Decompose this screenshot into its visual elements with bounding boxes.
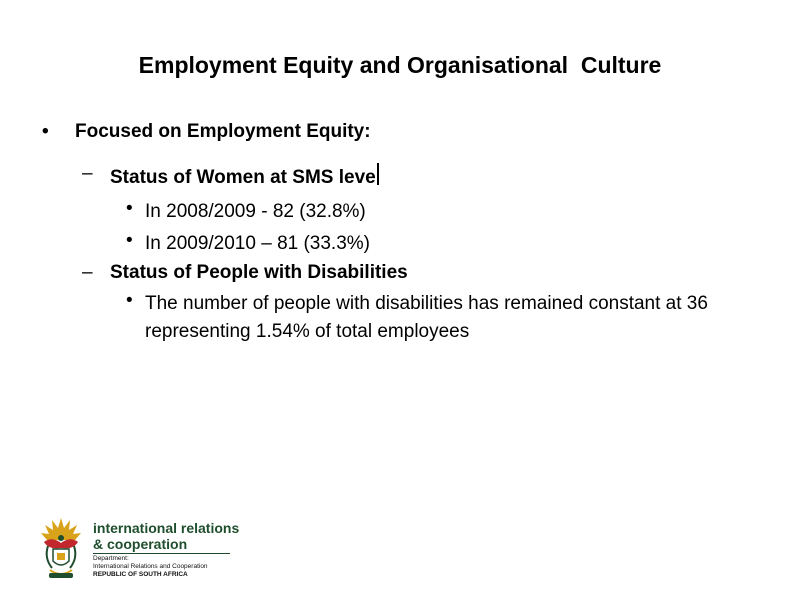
- item-text: The number of people with disabilities has remained constant at 36 representing 1.54% of total employees: [145, 293, 708, 342]
- dirco-logo: [40, 516, 240, 580]
- bullet-text: Focused on Employment Equity:: [75, 121, 371, 142]
- item-2009-2010: [126, 230, 765, 258]
- item-disabilities-constant: [126, 290, 765, 346]
- bullet-marker: •: [126, 230, 133, 251]
- dept-line3: REPUBLIC OF SOUTH AFRICA: [93, 571, 188, 578]
- department-text: [93, 555, 208, 579]
- dept-line2: International Relations and Cooperation: [93, 563, 208, 570]
- slide-title: Employment Equity and Organisational Culture: [138, 52, 662, 78]
- subbullet-women-status: [82, 163, 379, 189]
- coat-of-arms-icon: [40, 516, 82, 580]
- item-2008-2009: [126, 198, 765, 226]
- bullet-marker: •: [42, 121, 49, 142]
- org-name-line1: international relations: [93, 520, 240, 536]
- item-text: In 2009/2010 – 81 (33.3%): [145, 233, 371, 254]
- org-name: [93, 520, 239, 552]
- dept-line1: Department:: [93, 555, 129, 562]
- dash-marker: –: [82, 163, 93, 184]
- bullet-marker: •: [126, 290, 133, 311]
- text-cursor: [377, 163, 379, 185]
- women-status-label: Status of Women at SMS leve: [110, 167, 376, 188]
- subbullet-text: Status of People with Disabilities: [110, 262, 408, 283]
- dash-marker: –: [82, 262, 93, 283]
- org-name-line2: & cooperation: [93, 536, 188, 552]
- bullet-marker: •: [126, 198, 133, 219]
- bullet-focused-equity: [42, 121, 371, 143]
- subbullet-text: [110, 163, 379, 189]
- item-text: In 2008/2009 - 82 (32.8%): [145, 201, 366, 222]
- subbullet-disabilities-status: [82, 262, 408, 284]
- logo-divider: [93, 553, 230, 554]
